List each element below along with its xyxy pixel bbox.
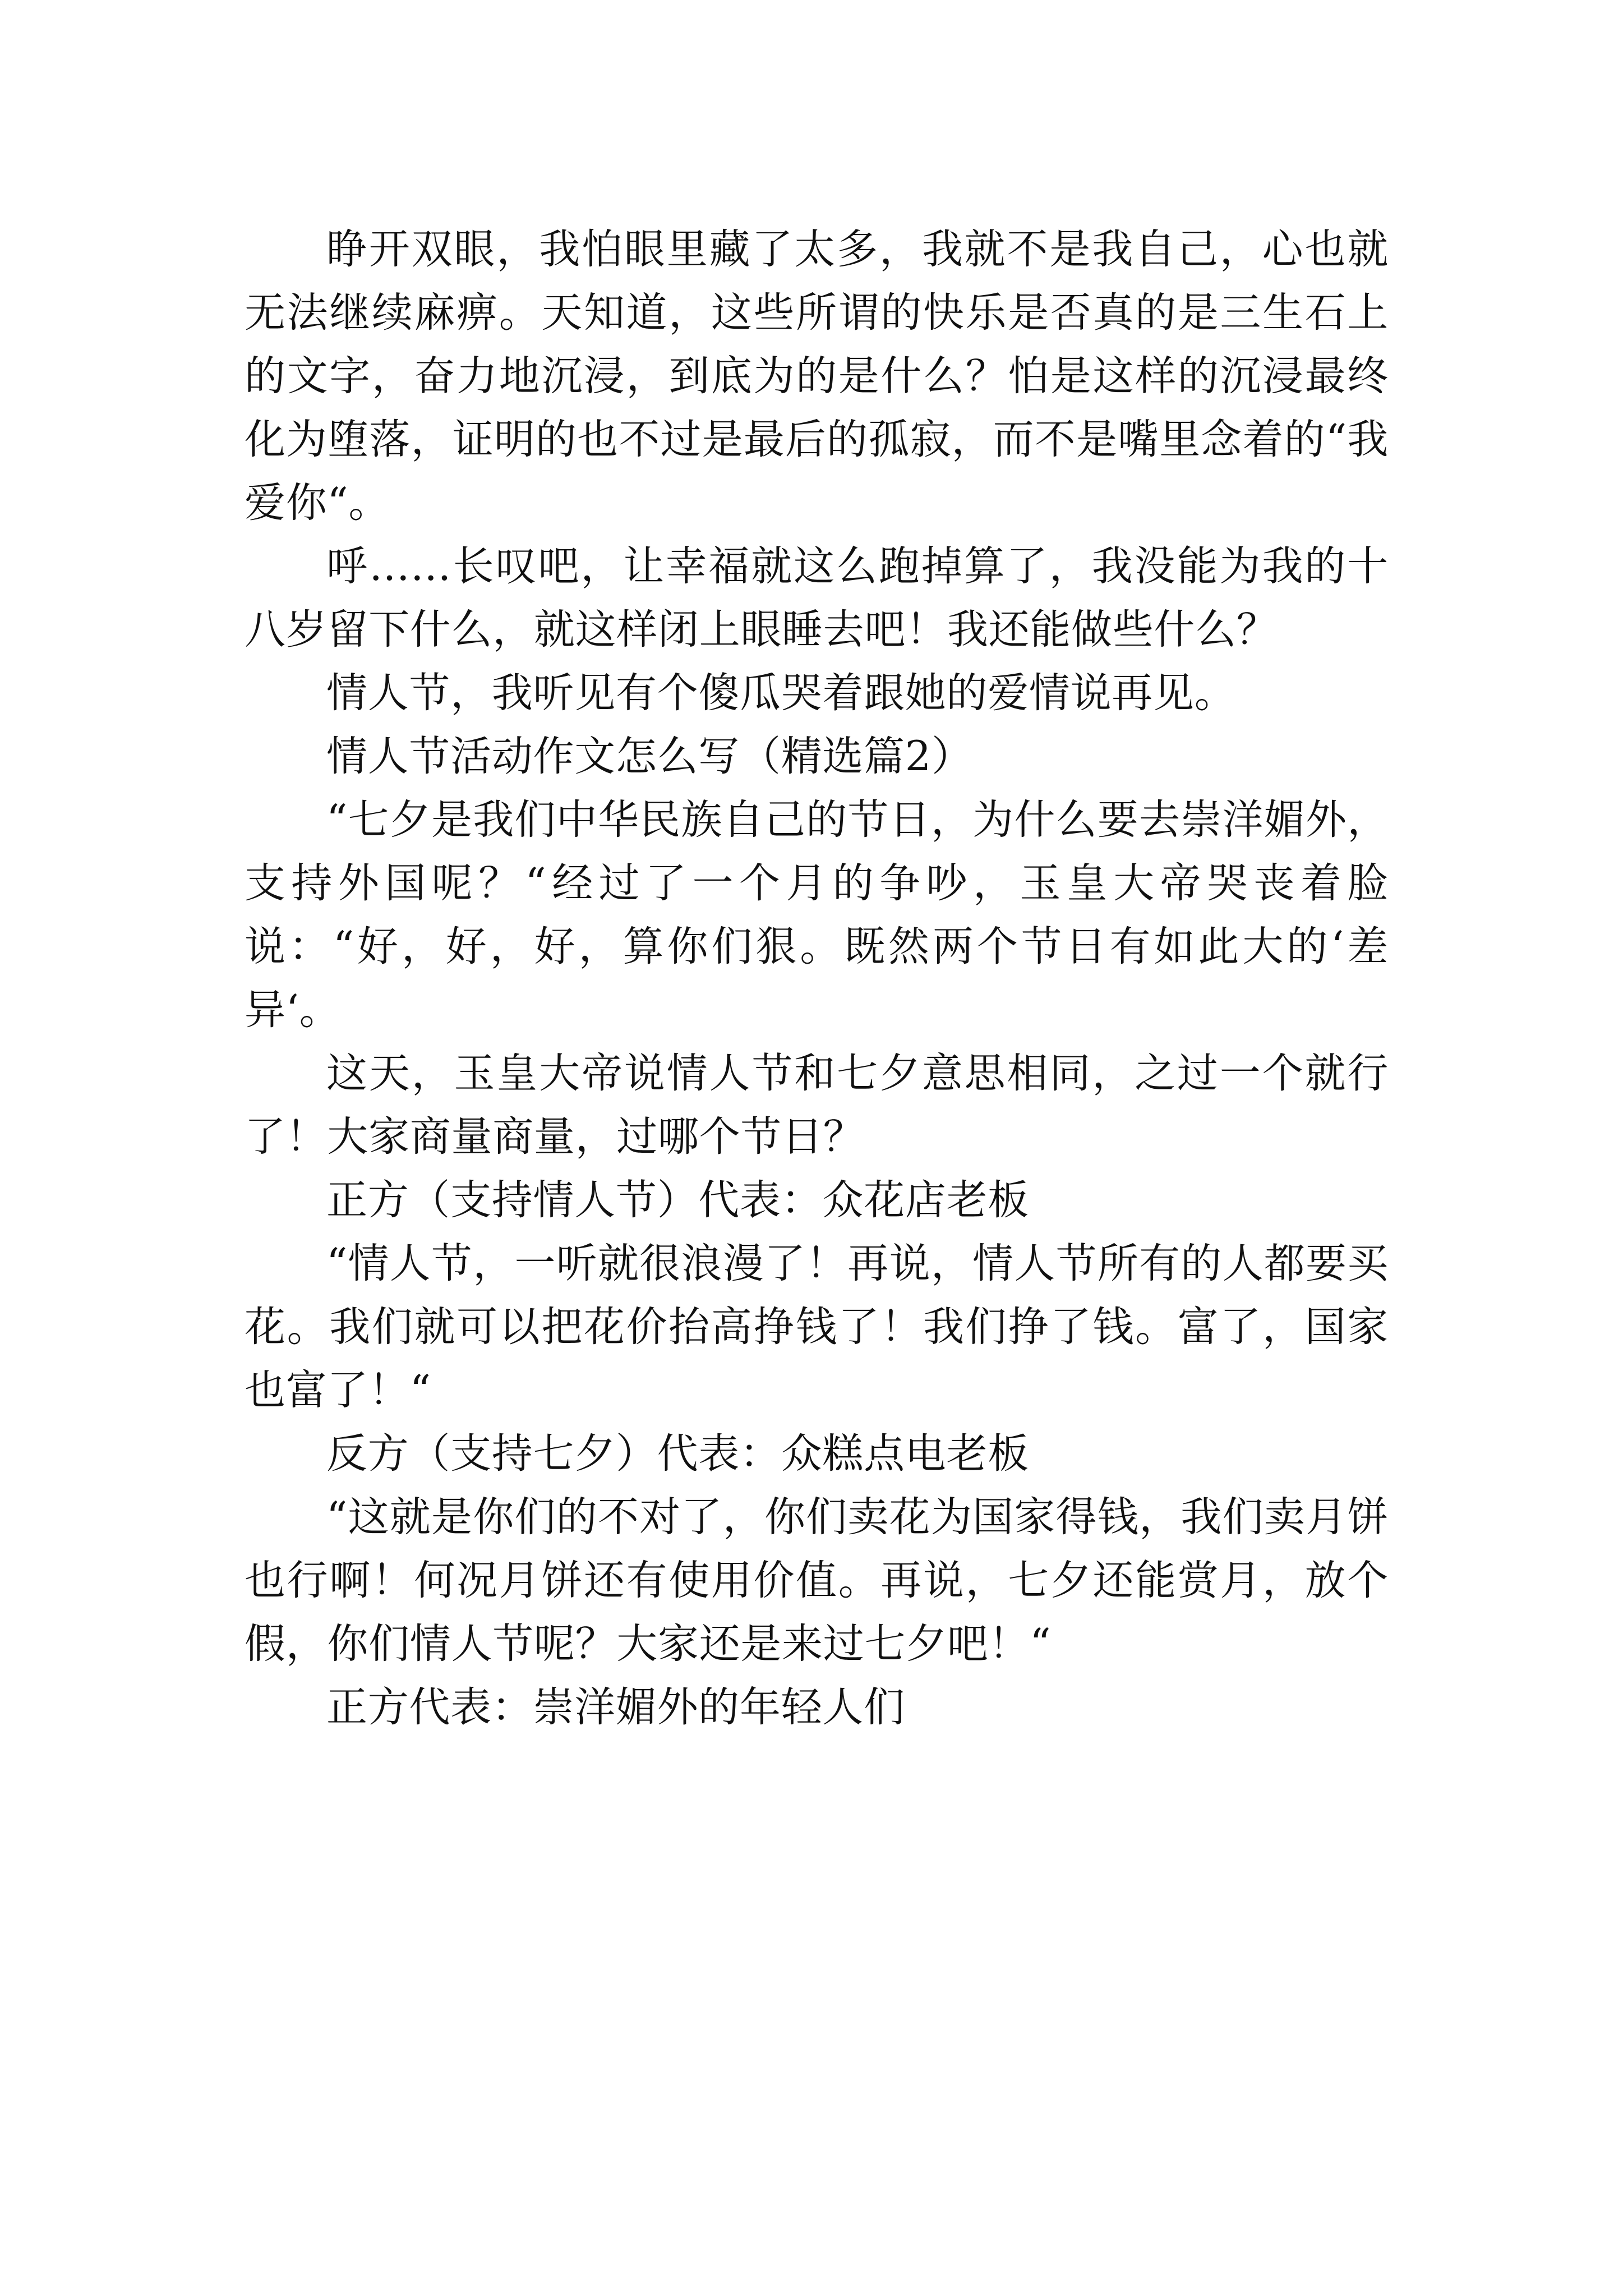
paragraph: 正方代表：崇洋媚外的年轻人们 [326, 1683, 905, 1731]
paragraph: 反方（支持七夕）代表：众糕点电老板 [326, 1430, 1029, 1478]
paragraph: “七夕是我们中华民族自己的节日，为什么要去崇洋媚外，支持外国呢？“经过了一个月的争吵，玉皇大帝哭丧着脸说：“好，好，好，算你们狠。既然两个节日有如此大的‘差异‘。 [245, 796, 1389, 1034]
document-body [245, 218, 1389, 1739]
paragraph: 正方（支持情人节）代表：众花店老板 [326, 1176, 1029, 1224]
paragraph: 睁开双眼，我怕眼里藏了太多，我就不是我自己，心也就无法继续麻痹。天知道，这些所谓的快乐是否真的是三生石上的文字，奋力地沉浸，到底为的是什么？怕是这样的沉浸最终化为堕落，证明的也不过是最后的孤寂，而不是嘴里念着的“我爱你“。 [245, 226, 1389, 527]
paragraph: 情人节，我听见有个傻瓜哭着跟她的爱情说再见。 [326, 669, 1236, 717]
paragraph: 这天，玉皇大帝说情人节和七夕意思相同，之过一个就行了！大家商量商量，过哪个节日？ [245, 1050, 1389, 1161]
section-heading: 情人节活动作文怎么写（精选篇2） [326, 733, 973, 780]
paragraph: “这就是你们的不对了，你们卖花为国家得钱，我们卖月饼也行啊！何况月饼还有使用价值。再说，七夕还能赏月，放个假，你们情人节呢？大家还是来过七夕吧！“ [245, 1493, 1389, 1668]
paragraph: “情人节，一听就很浪漫了！再说，情人节所有的人都要买花。我们就可以把花价抬高挣钱了！我们挣了钱。富了，国家也富了！“ [245, 1240, 1389, 1414]
paragraph: 呼……长叹吧，让幸福就这么跑掉算了，我没能为我的十八岁留下什么，就这样闭上眼睡去吧！我还能做些什么？ [245, 542, 1389, 654]
